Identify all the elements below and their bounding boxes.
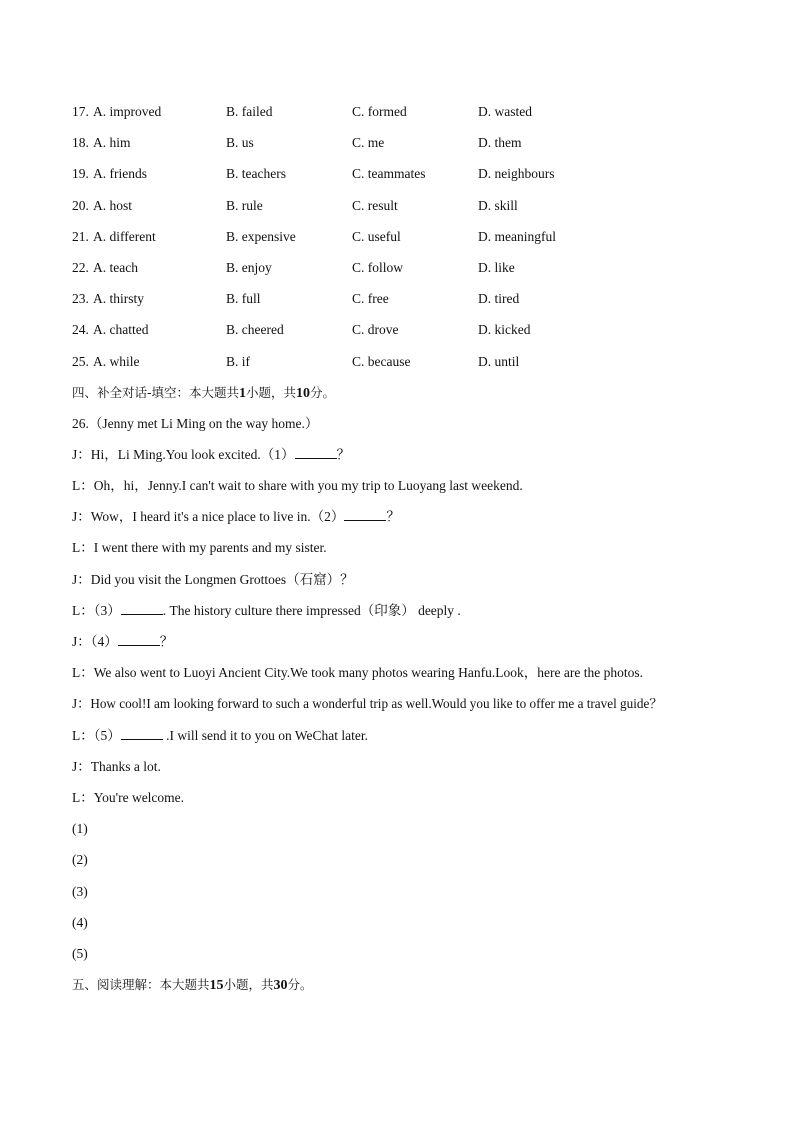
question-number: 18.	[72, 135, 89, 151]
option-d: D. until	[478, 353, 520, 369]
question-number: 17.	[72, 104, 89, 119]
dialogue-line: J：How cool!I am looking forward to such a wonderful trip as well.Would you like to offer me a travel guide？	[72, 696, 663, 711]
answer-slot[interactable]: (4)	[72, 915, 88, 930]
option-c: C. formed	[352, 104, 407, 119]
dialogue-line: L：（5） .I will send it to you on WeChat later.	[72, 728, 369, 743]
option-c: C. result	[352, 197, 398, 213]
option-a: A. thirsty	[93, 291, 145, 307]
option-a: A. host	[93, 197, 133, 213]
option-d: D. skill	[478, 197, 518, 213]
question-row	[72, 320, 732, 351]
dialogue-line: J：Thanks a lot.	[72, 759, 161, 774]
dialogue-intro: 26.（Jenny met Li Ming on the way home.）	[72, 416, 319, 431]
option-d: D. wasted	[478, 104, 532, 119]
option-b: B. rule	[226, 197, 263, 213]
option-c: C. follow	[352, 259, 404, 275]
option-a: A. improved	[93, 104, 162, 119]
question-row	[72, 227, 732, 258]
option-c: C. free	[352, 291, 389, 307]
option-a: A. while	[93, 353, 140, 369]
answer-blank[interactable]	[121, 727, 163, 740]
dialogue-line: L：Oh，hi，Jenny.I can't wait to share with you my trip to Luoyang last weekend.	[72, 478, 523, 493]
option-b: B. expensive	[226, 228, 296, 244]
section-heading-4: 四、补全对话-填空：本大题共1小题，共10分。	[72, 385, 336, 401]
option-b: B. enjoy	[226, 259, 272, 275]
question-number: 23.	[72, 291, 89, 307]
option-d: D. kicked	[478, 322, 531, 338]
answer-slot[interactable]: (3)	[72, 884, 88, 899]
question-row	[72, 102, 732, 133]
dialogue-line: L：I went there with my parents and my sister.	[72, 540, 327, 555]
option-b: B. teachers	[226, 166, 286, 182]
question-row	[72, 133, 732, 164]
answer-blank[interactable]	[118, 633, 160, 646]
question-row	[72, 289, 732, 320]
option-b: B. cheered	[226, 322, 284, 338]
option-a: A. him	[93, 135, 131, 151]
option-d: D. like	[478, 259, 515, 275]
question-number: 22.	[72, 259, 89, 275]
option-d: D. them	[478, 135, 522, 151]
dialogue-line: L：（3） . The history culture there impressed（印象） deeply .	[72, 603, 461, 618]
option-a: A. teach	[93, 259, 138, 275]
question-number: 20.	[72, 197, 89, 213]
option-c: C. me	[352, 135, 385, 151]
option-b: B. us	[226, 135, 254, 151]
option-d: D. meaningful	[478, 228, 556, 244]
dialogue-line: J：Did you visit the Longmen Grottoes（石窟）？	[72, 572, 354, 587]
option-c: C. drove	[352, 322, 399, 338]
option-c: C. teammates	[352, 166, 426, 182]
question-row	[72, 258, 732, 289]
answer-blank[interactable]	[344, 508, 386, 521]
option-a: A. chatted	[93, 322, 149, 338]
section-heading-5: 五、阅读理解：本大题共15小题，共30分。	[72, 977, 313, 993]
answer-slot[interactable]: (1)	[72, 821, 88, 836]
option-c: C. because	[352, 353, 411, 369]
question-number: 25.	[72, 353, 89, 369]
question-number: 19.	[72, 166, 89, 182]
option-b: B. failed	[226, 104, 273, 119]
dialogue-line: J：Hi，Li Ming.You look excited.（1） ？	[72, 447, 351, 462]
answer-blank[interactable]	[121, 602, 163, 615]
dialogue-line: L：We also went to Luoyi Ancient City.We took many photos wearing Hanfu.Look，here are the photos.	[72, 665, 643, 680]
answer-blank[interactable]	[295, 446, 337, 459]
option-d: D. neighbours	[478, 166, 555, 182]
option-d: D. tired	[478, 291, 520, 307]
question-row	[72, 164, 732, 195]
multiple-choice-options	[72, 102, 732, 383]
dialogue-line: L：You're welcome.	[72, 790, 185, 805]
dialogue-line: J：Wow，I heard it's a nice place to live in.（2） ？	[72, 509, 400, 524]
question-number: 21.	[72, 228, 89, 244]
question-row	[72, 196, 732, 227]
option-b: B. full	[226, 291, 261, 307]
dialogue-line: J：（4） ？	[72, 634, 174, 649]
option-a: A. different	[93, 228, 156, 244]
question-number: 24.	[72, 322, 89, 338]
question-row	[72, 352, 732, 383]
option-b: B. if	[226, 353, 251, 369]
option-c: C. useful	[352, 228, 401, 244]
option-a: A. friends	[93, 166, 147, 182]
answer-slot[interactable]: (5)	[72, 946, 88, 961]
answer-slot[interactable]: (2)	[72, 852, 88, 867]
